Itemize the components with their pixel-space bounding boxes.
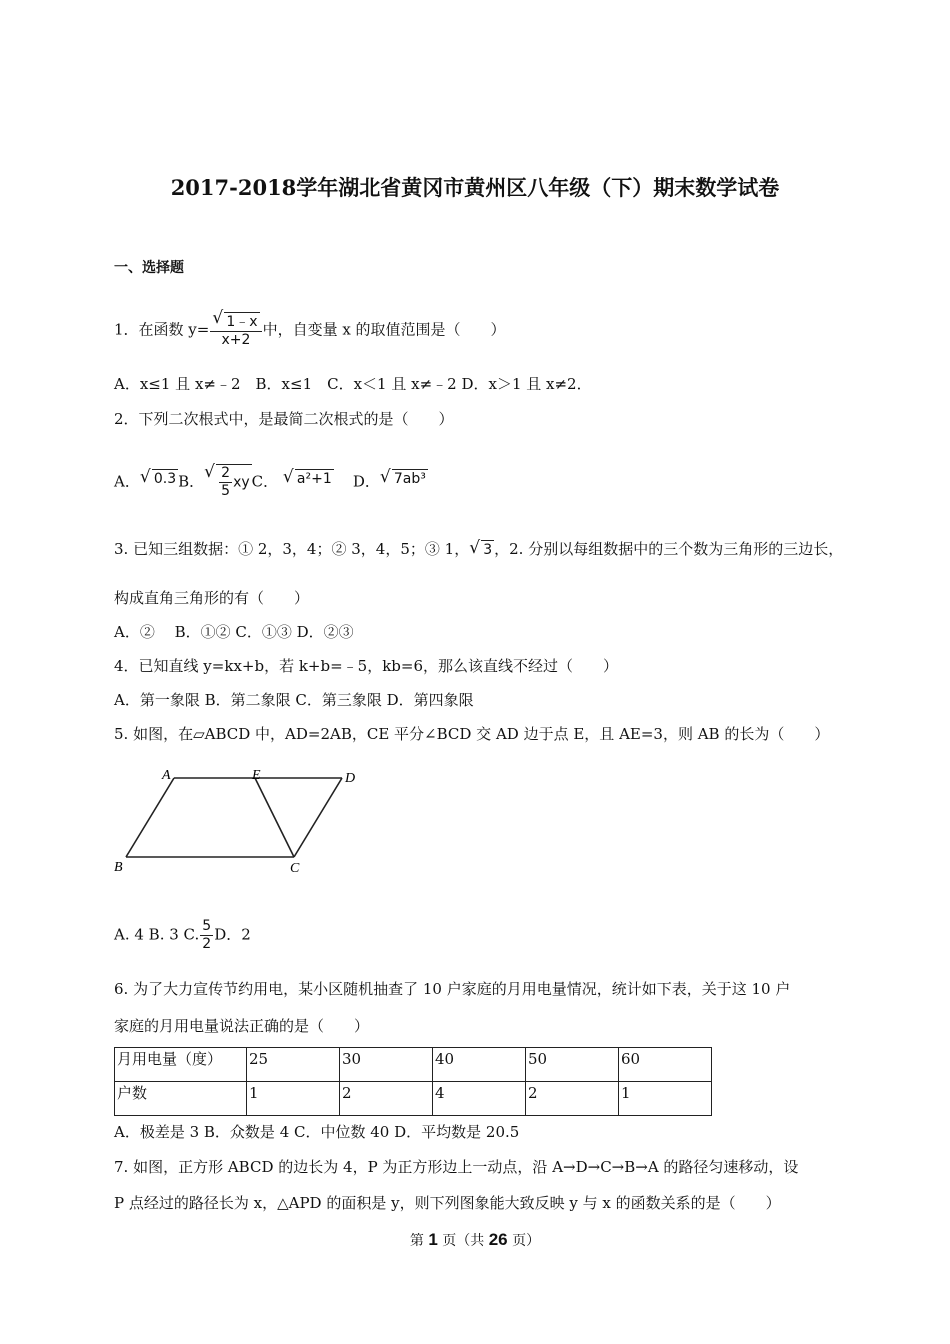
q2-d-label: D． xyxy=(352,472,380,491)
q5-options-post: D．2 xyxy=(214,925,251,944)
q4-stem: 4．已知直线 y=kx+b，若 k+b=﹣5，kb=6，那么该直线不经过（ ） xyxy=(114,657,619,675)
q6-options: A．极差是 3 B．众数是 4 C．中位数 40 D．平均数是 20.5 xyxy=(114,1123,520,1141)
footer-pre: 第 xyxy=(409,1233,429,1249)
q3-line-2: 构成直角三角形的有（ ） xyxy=(114,589,310,607)
page-total: 26 xyxy=(488,1230,508,1249)
table-cell: 60 xyxy=(619,1048,712,1082)
vertex-label-b: B xyxy=(114,860,123,875)
q5-frac-den: 2 xyxy=(202,936,212,952)
q2-c-label: C． xyxy=(251,472,279,491)
page-number: 1 xyxy=(428,1230,438,1249)
q3-sqrt xyxy=(469,540,494,560)
vertex-label-a: A xyxy=(162,768,171,783)
q3-line-1 xyxy=(114,539,843,560)
q1-options: A．x≤1 且 x≠﹣2 B．x≤1 C．x＜1 且 x≠﹣2 D．x＞1 且 x≠2． xyxy=(114,375,592,393)
q5-frac-num: 5 xyxy=(202,918,212,934)
page-footer xyxy=(0,1230,950,1250)
q1-radicand: 1﹣x xyxy=(226,314,258,330)
table-cell: 2 xyxy=(340,1082,433,1116)
footer-mid: 页（共 xyxy=(437,1233,489,1249)
vertex-label-c: C xyxy=(290,861,300,876)
q7-line-1: 7. 如图，正方形 ABCD 的边长为 4，P 为正方形边上一动点，沿 A→D→C→B→A 的路径匀速移动，设 xyxy=(114,1158,799,1176)
q2-b-denominator: 5 xyxy=(221,483,231,499)
edge-cd xyxy=(294,778,342,857)
q2-options xyxy=(114,464,428,500)
q5-stem: 5. 如图，在▱ABCD 中，AD=2AB，CE 平分∠BCD 交 AD 边于点 E，且 AE=3，则 AB 的长为（ ） xyxy=(114,725,830,743)
table-cell: 30 xyxy=(340,1048,433,1082)
q2-b-sqrt xyxy=(204,464,252,500)
q6-line-2: 家庭的月用电量说法正确的是（ ） xyxy=(114,1017,370,1035)
table-cell: 1 xyxy=(619,1082,712,1116)
question-1 xyxy=(114,312,506,349)
q2-a-label: A． xyxy=(114,472,140,491)
q1-prefix: 1．在函数 y= xyxy=(114,320,210,339)
table-cell: 40 xyxy=(433,1048,526,1082)
q2-b-var: xy xyxy=(233,474,250,491)
table-cell: 1 xyxy=(247,1082,340,1116)
q3-stem-after: ，2. 分别以每组数据中的三个数为三角形的三边长， xyxy=(494,540,844,558)
vertex-label-e: E xyxy=(252,768,261,783)
table-row xyxy=(115,1082,712,1116)
edge-ab xyxy=(126,778,174,857)
vertex-label-d: D xyxy=(345,771,356,786)
q3-radicand: 3 xyxy=(483,542,493,558)
table-cell: 月用电量（度） xyxy=(115,1048,247,1082)
table-cell: 户数 xyxy=(115,1082,247,1116)
q5-fraction xyxy=(200,918,213,953)
q3-options: A．② B．①② C．①③ D．②③ xyxy=(114,623,354,641)
page-title: 2017-2018学年湖北省黄冈市黄州区八年级（下）期末数学试卷 xyxy=(170,175,780,200)
q5-options-pre: A. 4 B. 3 C. xyxy=(114,925,200,944)
q1-denominator: x+2 xyxy=(221,332,251,348)
parallelogram-figure xyxy=(112,765,362,877)
usage-table xyxy=(114,1047,712,1116)
q2-c-radicand: a²+1 xyxy=(296,470,332,487)
q2-a-sqrt xyxy=(140,469,178,489)
table-cell: 4 xyxy=(433,1082,526,1116)
q1-suffix: 中，自变量 x 的取值范围是（ ） xyxy=(262,320,506,339)
edge-ce xyxy=(255,778,294,857)
footer-post: 页） xyxy=(507,1233,541,1249)
q2-b-label: B． xyxy=(178,472,205,491)
q2-c-sqrt xyxy=(283,469,334,489)
q6-line-1: 6. 为了大力宣传节约用电，某小区随机抽查了 10 户家庭的月用电量情况，统计如下表，关于这 10 户 xyxy=(114,980,791,998)
q2-d-radicand: 7ab³ xyxy=(393,470,426,487)
q2-stem: 2．下列二次根式中，是最简二次根式的是（ ） xyxy=(114,410,454,428)
table-cell: 50 xyxy=(526,1048,619,1082)
q2-d-sqrt xyxy=(380,469,428,489)
q5-options xyxy=(114,918,251,953)
q3-stem-before: 3. 已知三组数据：① 2，3，4；② 3，4，5；③ 1， xyxy=(114,540,470,558)
q1-fraction xyxy=(210,312,261,349)
q7-line-2: P 点经过的路径长为 x，△APD 的面积是 y，则下列图象能大致反映 y 与 x 的函数关系的是（ ） xyxy=(114,1194,781,1212)
table-row xyxy=(115,1048,712,1082)
q2-b-numerator: √ 2 xyxy=(221,465,231,481)
section-heading: 一、选择题 xyxy=(114,260,184,276)
q2-a-radicand: 0.3 xyxy=(153,470,177,487)
table-cell: 2 xyxy=(526,1082,619,1116)
q4-options: A．第一象限 B．第二象限 C．第三象限 D．第四象限 xyxy=(114,691,474,709)
table-cell: 25 xyxy=(247,1048,340,1082)
